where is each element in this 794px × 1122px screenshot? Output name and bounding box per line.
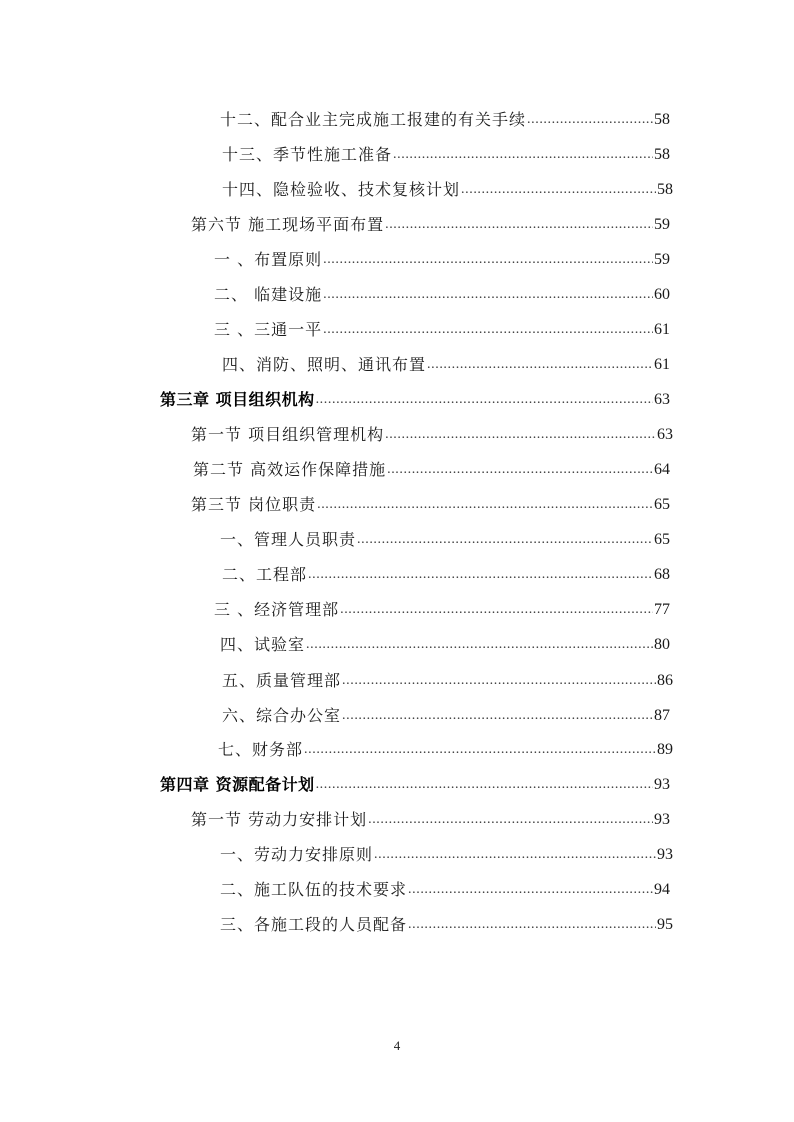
toc-entry-title: 一、管理人员职责 bbox=[220, 530, 357, 549]
toc-entry[interactable] bbox=[222, 702, 670, 726]
toc-entry-page: 93 bbox=[654, 811, 670, 828]
dot-leader bbox=[408, 915, 656, 935]
toc-entry-title: 一 、布置原则 bbox=[214, 250, 323, 269]
toc-entry-title: 五、质量管理部 bbox=[222, 671, 342, 690]
toc-entry[interactable] bbox=[193, 456, 670, 480]
dot-leader bbox=[385, 215, 653, 235]
dot-leader bbox=[316, 390, 653, 410]
toc-entry-page: 77 bbox=[654, 601, 670, 618]
toc-entry-page: 61 bbox=[654, 356, 670, 373]
toc-entry[interactable] bbox=[222, 561, 670, 585]
toc-entry-title: 二、施工队伍的技术要求 bbox=[220, 880, 408, 899]
toc-entry-title: 六、综合办公室 bbox=[222, 706, 342, 725]
dot-leader bbox=[323, 285, 653, 305]
toc-entry[interactable] bbox=[218, 736, 673, 760]
toc-entry[interactable] bbox=[191, 421, 673, 445]
dot-leader bbox=[340, 600, 653, 620]
dot-leader bbox=[357, 530, 653, 550]
toc-entry-page: 65 bbox=[654, 496, 670, 513]
toc-entry[interactable] bbox=[214, 281, 670, 305]
dot-leader bbox=[385, 425, 656, 445]
dot-leader bbox=[316, 775, 653, 795]
toc-entry-title: 十三、季节性施工准备 bbox=[222, 145, 393, 164]
toc-chapter[interactable] bbox=[160, 386, 670, 410]
toc-entry[interactable] bbox=[214, 246, 670, 270]
toc-entry-page: 59 bbox=[654, 216, 670, 233]
toc-entry-title: 二、工程部 bbox=[222, 565, 308, 584]
toc-entry-title: 一、劳动力安排原则 bbox=[220, 845, 374, 864]
dot-leader bbox=[304, 740, 656, 760]
toc-entry-title: 第六节 施工现场平面布置 bbox=[191, 215, 385, 234]
toc-entry[interactable] bbox=[191, 211, 670, 235]
toc-entry-page: 87 bbox=[654, 707, 670, 724]
toc-entry[interactable] bbox=[222, 667, 673, 691]
toc-entry-title: 四、消防、照明、通讯布置 bbox=[222, 355, 427, 374]
toc-entry-page: 94 bbox=[654, 881, 670, 898]
toc-entry-page: 60 bbox=[654, 286, 670, 303]
dot-leader bbox=[374, 845, 656, 865]
dot-leader bbox=[387, 460, 653, 480]
toc-entry-page: 58 bbox=[654, 146, 670, 163]
toc-entry[interactable] bbox=[220, 911, 673, 935]
toc-entry-page: 63 bbox=[657, 426, 673, 443]
dot-leader bbox=[368, 810, 653, 830]
toc-entry-title: 七、财务部 bbox=[218, 740, 304, 759]
toc-entry[interactable] bbox=[222, 351, 670, 375]
toc-entry[interactable] bbox=[220, 106, 670, 130]
toc-entry-title: 三 、经济管理部 bbox=[214, 600, 340, 619]
toc-entry[interactable] bbox=[222, 141, 670, 165]
dot-leader bbox=[461, 180, 656, 200]
toc-entry-page: 86 bbox=[657, 672, 673, 689]
toc-entry[interactable] bbox=[220, 876, 670, 900]
toc-entry[interactable] bbox=[220, 631, 670, 655]
dot-leader bbox=[323, 320, 653, 340]
toc-entry-page: 80 bbox=[654, 636, 670, 653]
dot-leader bbox=[308, 565, 653, 585]
toc-entry-title: 第一节 劳动力安排计划 bbox=[191, 810, 368, 829]
toc-entry-title: 四、试验室 bbox=[220, 635, 306, 654]
dot-leader bbox=[427, 355, 653, 375]
toc-entry-title: 第四章 资源配备计划 bbox=[160, 775, 315, 794]
toc-entry[interactable] bbox=[191, 491, 670, 515]
toc-chapter[interactable] bbox=[160, 771, 670, 795]
page-number: 4 bbox=[393, 1038, 401, 1053]
toc-entry[interactable] bbox=[214, 316, 670, 340]
dot-leader bbox=[527, 110, 653, 130]
toc-entry[interactable] bbox=[222, 176, 673, 200]
toc-entry-title: 第三节 岗位职责 bbox=[191, 495, 317, 514]
toc-entry-page: 95 bbox=[657, 916, 673, 933]
dot-leader bbox=[342, 671, 656, 691]
toc-entry[interactable] bbox=[214, 596, 670, 620]
toc-entry-page: 64 bbox=[654, 461, 670, 478]
toc-entry-page: 68 bbox=[654, 566, 670, 583]
toc-entry-page: 58 bbox=[654, 111, 670, 128]
toc-entry-title: 第一节 项目组织管理机构 bbox=[191, 425, 385, 444]
toc-entry-page: 93 bbox=[657, 846, 673, 863]
toc-entry[interactable] bbox=[191, 806, 670, 830]
toc-entry-title: 二、 临建设施 bbox=[214, 285, 323, 304]
dot-leader bbox=[408, 880, 653, 900]
toc-entry-title: 十二、配合业主完成施工报建的有关手续 bbox=[220, 110, 527, 129]
dot-leader bbox=[342, 706, 653, 726]
dot-leader bbox=[323, 250, 653, 270]
toc-entry[interactable] bbox=[220, 841, 673, 865]
toc-entry-page: 65 bbox=[654, 531, 670, 548]
toc-entry-title: 三、各施工段的人员配备 bbox=[220, 915, 408, 934]
toc-entry-page: 61 bbox=[654, 321, 670, 338]
toc-entry-title: 第三章 项目组织机构 bbox=[160, 390, 315, 409]
toc-entry-page: 58 bbox=[657, 181, 673, 198]
toc-entry-title: 第二节 高效运作保障措施 bbox=[193, 460, 387, 479]
toc-entry-page: 63 bbox=[654, 391, 670, 408]
toc-entry[interactable] bbox=[220, 526, 670, 550]
dot-leader bbox=[393, 145, 653, 165]
toc-entry-title: 三 、三通一平 bbox=[214, 320, 323, 339]
dot-leader bbox=[306, 635, 653, 655]
dot-leader bbox=[317, 495, 653, 515]
toc-entry-page: 59 bbox=[654, 251, 670, 268]
toc-entry-page: 89 bbox=[657, 741, 673, 758]
toc-entry-page: 93 bbox=[654, 776, 670, 793]
toc-entry-title: 十四、隐检验收、技术复核计划 bbox=[222, 180, 461, 199]
